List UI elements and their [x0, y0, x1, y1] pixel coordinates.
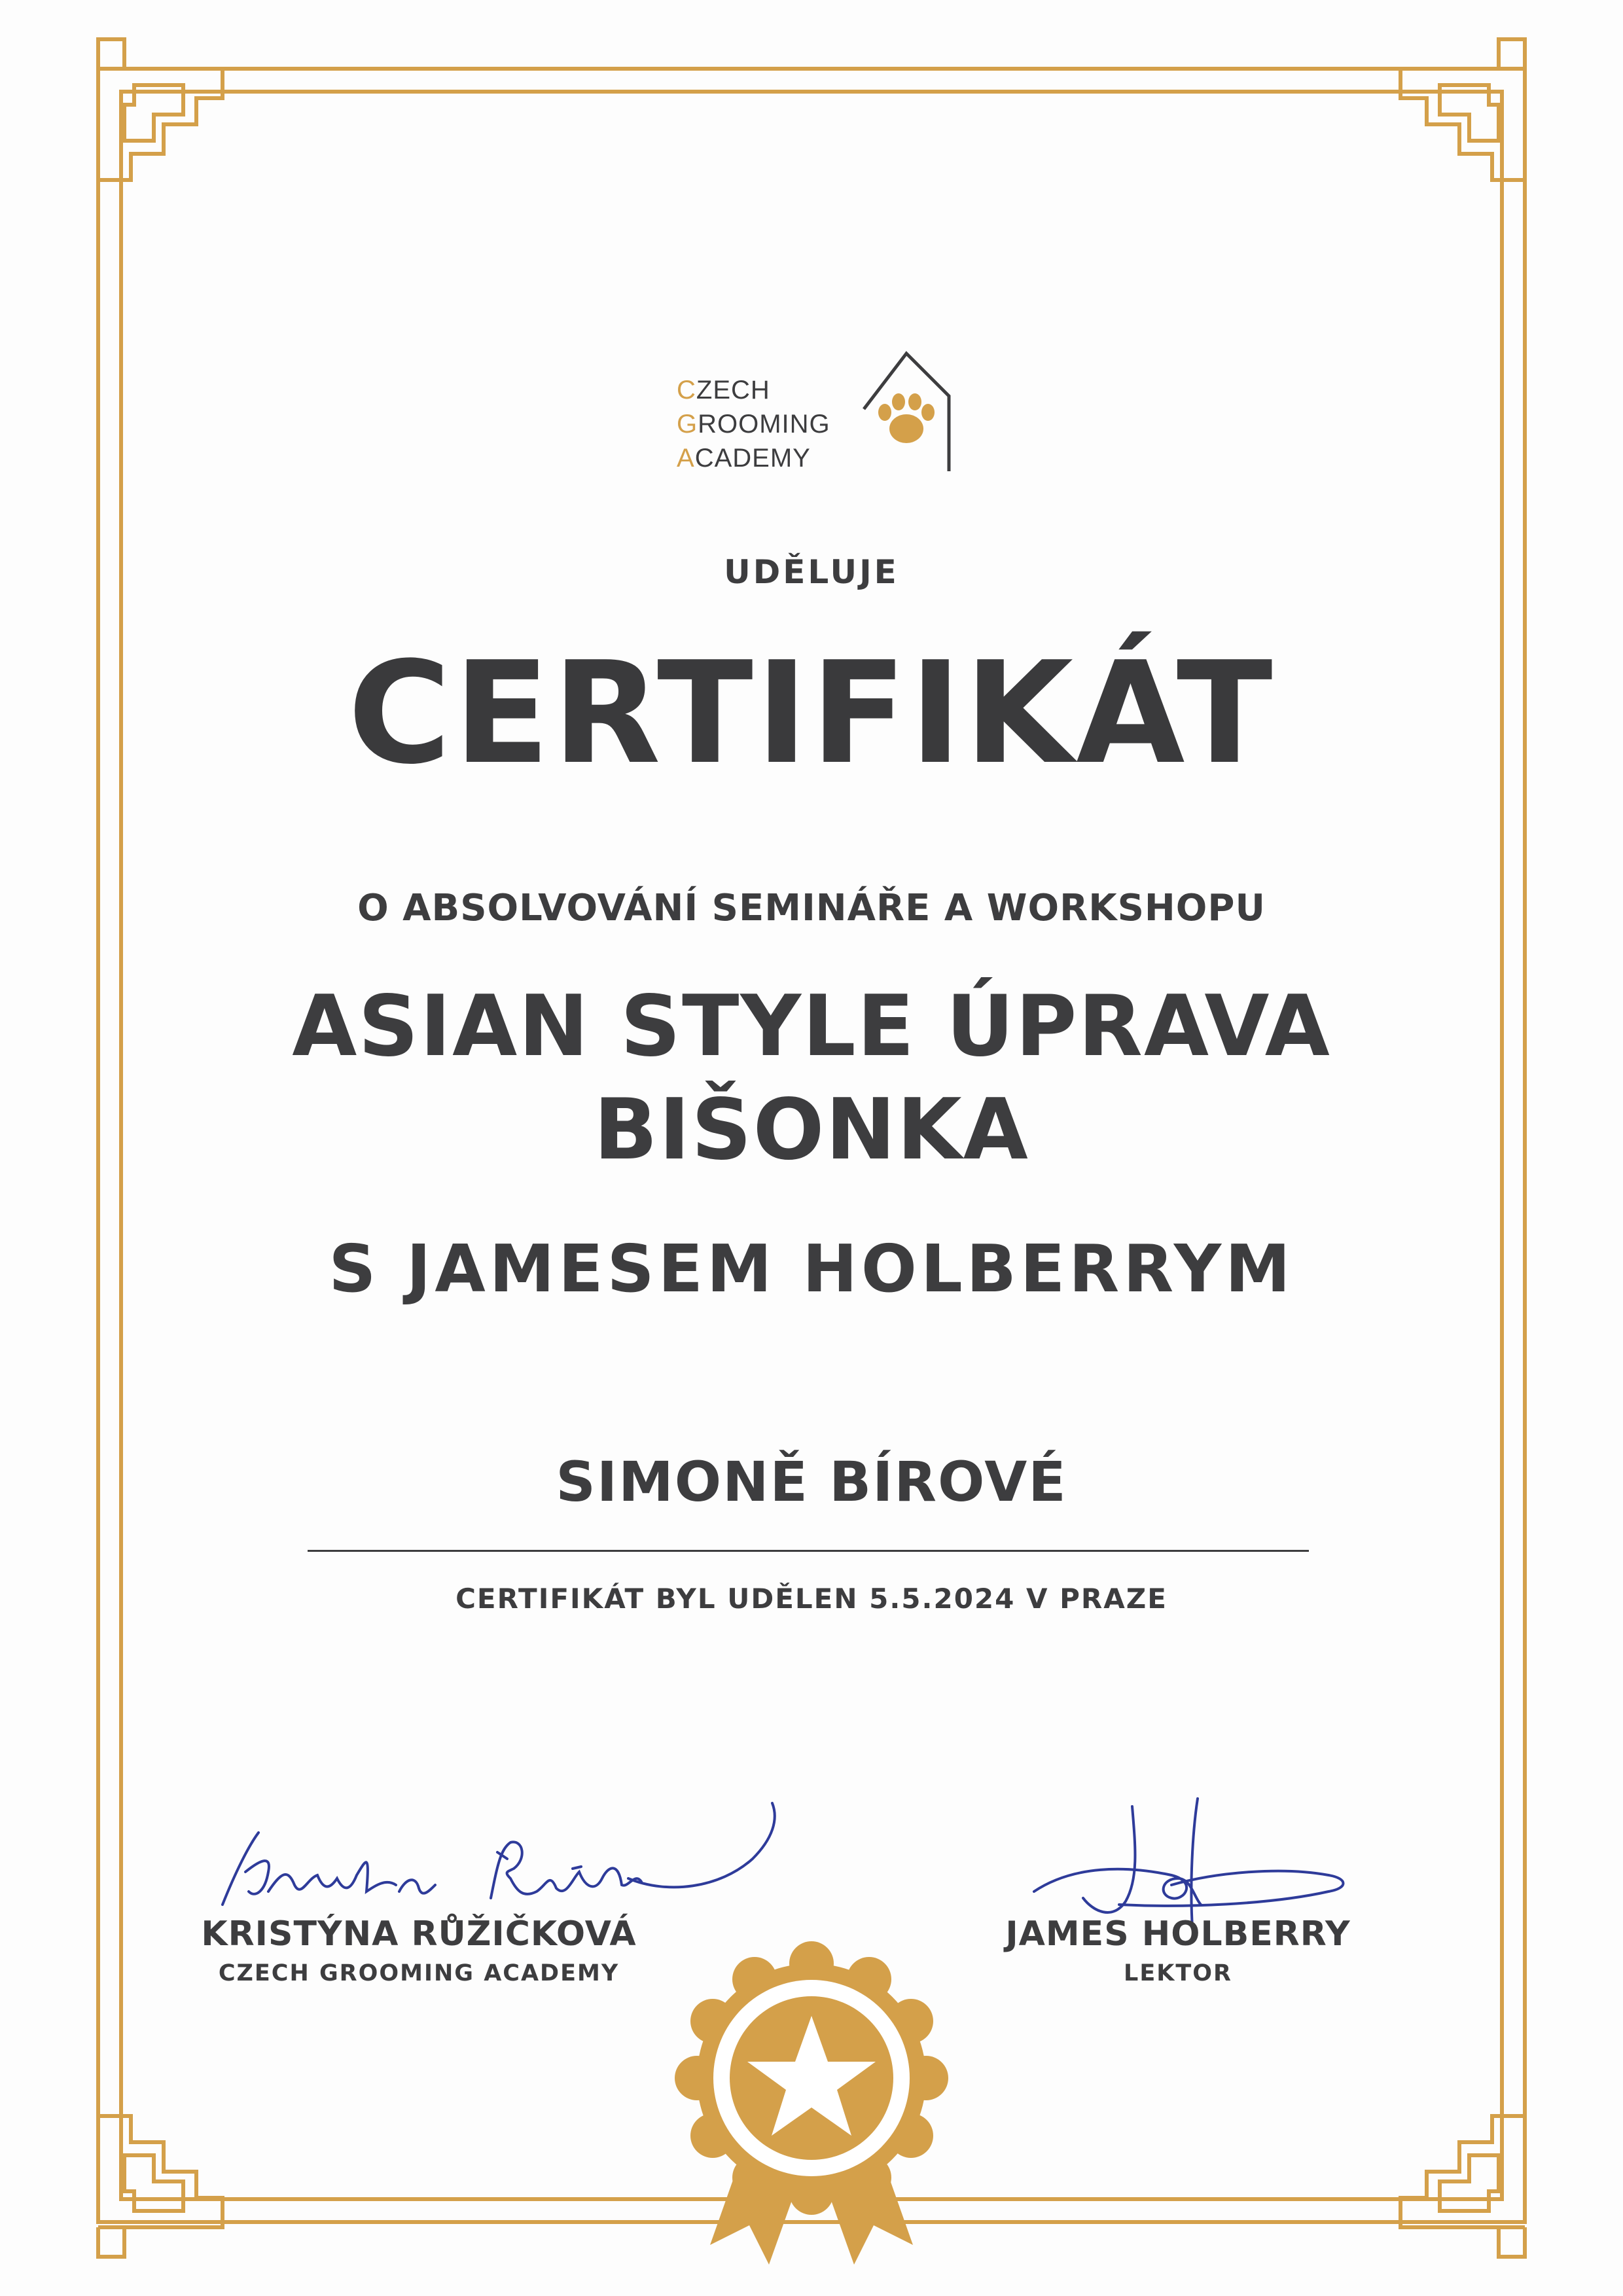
recipient-underline — [308, 1550, 1309, 1552]
course-title-line1: ASIAN STYLE ÚPRAVA — [292, 978, 1331, 1075]
signatory-left — [183, 1914, 654, 1986]
certificate-title: CERTIFIKÁT — [348, 631, 1275, 795]
signatory-right — [991, 1914, 1364, 1986]
granted-statement: CERTIFIKÁT BYL UDĚLEN 5.5.2024 V PRAZE — [455, 1583, 1168, 1615]
star-rosette-icon — [671, 1937, 952, 2278]
corner-ornament-bottom-right — [1400, 2116, 1525, 2257]
awards-label: UDĚLUJE — [724, 553, 899, 591]
corner-ornament-bottom-left — [98, 2116, 223, 2257]
signatory-right-role: LEKTOR — [1124, 1960, 1232, 1986]
course-title-line2: BIŠONKA — [594, 1081, 1029, 1179]
recipient-name: SIMONĚ BÍROVÉ — [556, 1450, 1067, 1514]
academy-logo — [674, 347, 969, 478]
instructor-line: S JAMESEM HOLBERRYM — [329, 1230, 1294, 1307]
corner-ornament-top-left — [98, 39, 223, 180]
course-title — [0, 975, 1623, 1182]
signatory-left-name: KRISTÝNA RŮŽIČKOVÁ — [201, 1914, 637, 1954]
logo-wordmark: CZECH GROOMING ACADEMY — [677, 376, 830, 473]
signatory-left-role: CZECH GROOMING ACADEMY — [218, 1960, 620, 1986]
corner-ornament-top-right — [1400, 39, 1525, 180]
signatory-right-name: JAMES HOLBERRY — [1005, 1914, 1351, 1954]
certificate-subtitle: O ABSOLVOVÁNÍ SEMINÁŘE A WORKSHOPU — [357, 887, 1266, 929]
